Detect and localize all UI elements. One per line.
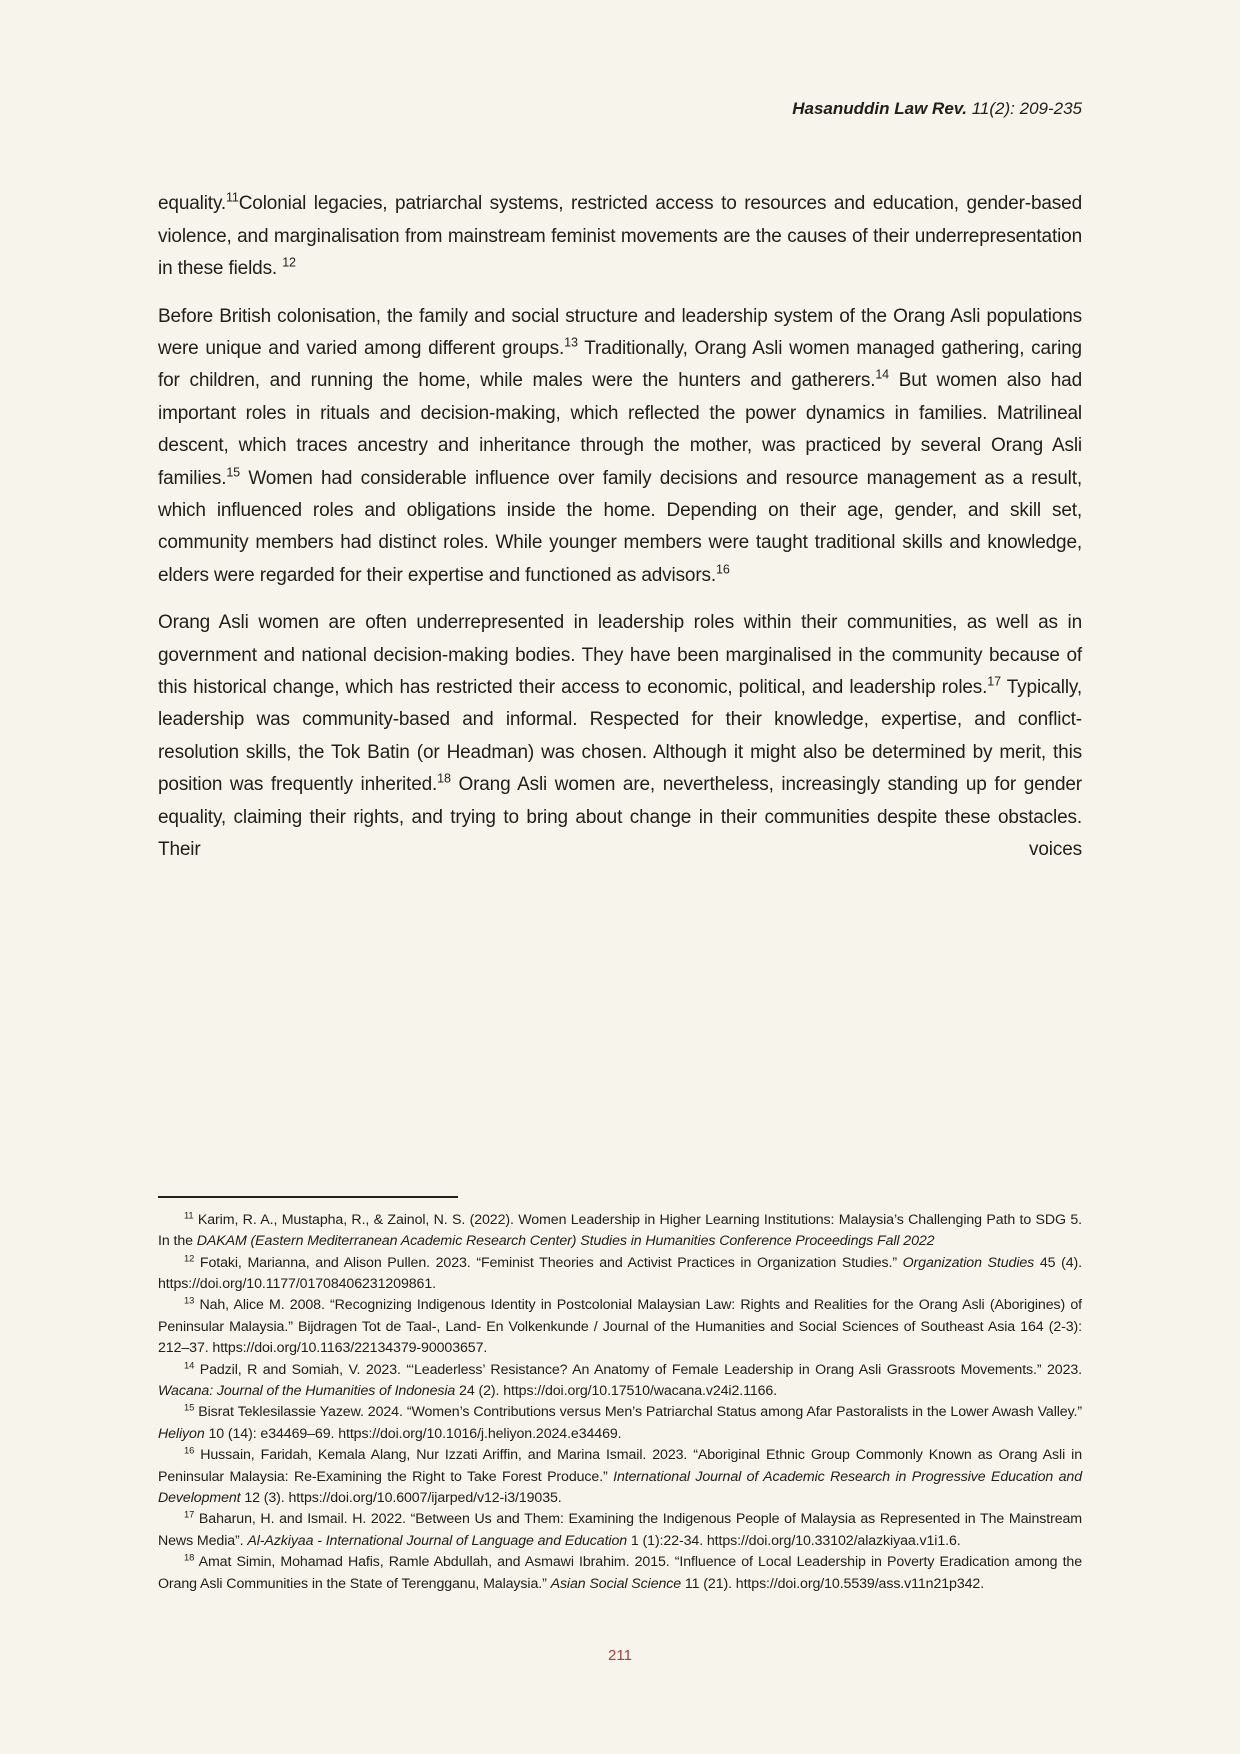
body-paragraph-3: Orang Asli women are often underrepresented in leadership roles within their communities, as well as in government and national decision-making bodies. They have been marginalised in the community because of this historical change, which has restricted their access to economic, political, and leadership roles.$^{17}$ Typically, leadership was community-based and informal. Respected for their knowledge, expertise, and conflict-resolution skills, the Tok Batin (or Headman) was chosen. Although it might also be determined by merit, this position was frequently inherited.$^{18}$ Orang Asli women are, nevertheless, increasingly standing up for gender equality, claiming their rights, and trying to bring about change in their communities despite these obstacles. Their voices <box>158 612 1082 860</box>
page-number: 211 <box>608 1647 632 1664</box>
article-body <box>158 188 1082 881</box>
footnote-separator-rule <box>158 1196 458 1198</box>
footnote-15: $^{15}$ Bisrat Teklesilassie Yazew. 2024. “Women’s Contributions versus Men’s Patriarchal Status among Afar Pastoralists in the Lower Awash Valley.” Heliyon 10 (14): e34469–69. https://doi.org/10.1016/j.heliyon.2024.e34469. <box>158 1402 1082 1442</box>
footnote-16: $^{16}$ Hussain, Faridah, Kemala Alang, Nur Izzati Ariffin, and Marina Ismail. 2023. “Aboriginal Ethnic Group Commonly Known as Orang Asli in Peninsular Malaysia: Re-Examining the Right to Take Forest Produce.” International Journal of Academic Research in Progressive Education and Development 12 (3). https://doi.org/10.6007/ijarped/v12-i3/19035. <box>158 1445 1082 1506</box>
footnote-12: $^{12}$ Fotaki, Marianna, and Alison Pullen. 2023. “Feminist Theories and Activist Practices in Organization Studies.” Organization Studies 45 (4). https://doi.org/10.1177/01708406231209861. <box>158 1252 1082 1292</box>
footnote-11: $^{11}$ Karim, R. A., Mustapha, R., & Zainol, N. S. (2022). Women Leadership in Higher Learning Institutions: Malaysia’s Challenging Path to SDG 5. In the DAKAM (Eastern Mediterranean Academic Research Center) Studies in Humanities Conference Proceedings Fall 2022 <box>158 1209 1082 1250</box>
running-header <box>158 76 1082 142</box>
footnote-17: $^{17}$ Baharun, H. and Ismail. H. 2022. “Between Us and Them: Examining the Indigenous People of Malaysia as Represented in The Mainstream News Media”. Al-Azkiyaa - International Journal of Language and Education 1 (1):22-34. https://doi.org/10.33102/alazkiyaa.v1i1.6. <box>158 1509 1082 1549</box>
journal-issue-info: 11(2): 209-235 <box>967 99 1082 119</box>
footnote-13: $^{13}$ Nah, Alice M. 2008. “Recognizing Indigenous Identity in Postcolonial Malaysian Law: Rights and Realities for the Orang Asli (Aborigines) of Peninsular Malaysia.” Bijdragen Tot de Taal-, Land- En Volkenkunde / Journal of the Humanities and Social Sciences of Southeast Asia 164 (2-3): 212–37. https://doi.org/10.1163/22134379-90003657. <box>158 1295 1082 1357</box>
footnote-14: $^{14}$ Padzil, R and Somiah, V. 2023. “‘Leaderless’ Resistance? An Anatomy of Female Leadership in Orang Asli Grassroots Movements.” 2023. Wacana: Journal of the Humanities of Indonesia 24 (2). https://doi.org/10.17510/wacana.v24i2.1166. <box>158 1359 1082 1399</box>
body-paragraph-2: Before British colonisation, the family and social structure and leadership system of the Orang Asli populations were unique and varied among different groups.$^{13}$ Traditionally, Orang Asli women managed gathering, caring for children, and running the home, while males were the hunters and gatherers.$^{14}$ But women also had important roles in rituals and decision-making, which reflected the power dynamics in families. Matrilineal descent, which traces ancestry and inheritance through the mother, was practiced by several Orang Asli families.$^{15}$ Women had considerable influence over family decisions and resource management as a result, which influenced roles and obligations inside the home. Depending on their age, gender, and skill set, community members had distinct roles. While younger members were taught traditional skills and knowledge, elders were regarded for their expertise and functioned as advisors.$^{16}$ <box>158 305 1083 586</box>
footnotes-section <box>158 1196 1082 1664</box>
journal-title: Hasanuddin Law Rev. <box>792 99 968 119</box>
body-paragraph-1: equality.$^{11}$Colonial legacies, patriarchal systems, restricted access to resources and education, gender-based violence, and marginalisation from mainstream feminist movements are the causes of their underrepresentation in these fields. $^{12}$ <box>158 190 1082 280</box>
footnote-18: $^{18}$ Amat Simin, Mohamad Hafis, Ramle Abdullah, and Asmawi Ibrahim. 2015. “Influence of Local Leadership in Poverty Eradication among the Orang Asli Communities in the State of Terengganu, Malaysia.” Asian Social Science 11 (21). https://doi.org/10.5539/ass.v11n21p342. <box>158 1552 1082 1592</box>
